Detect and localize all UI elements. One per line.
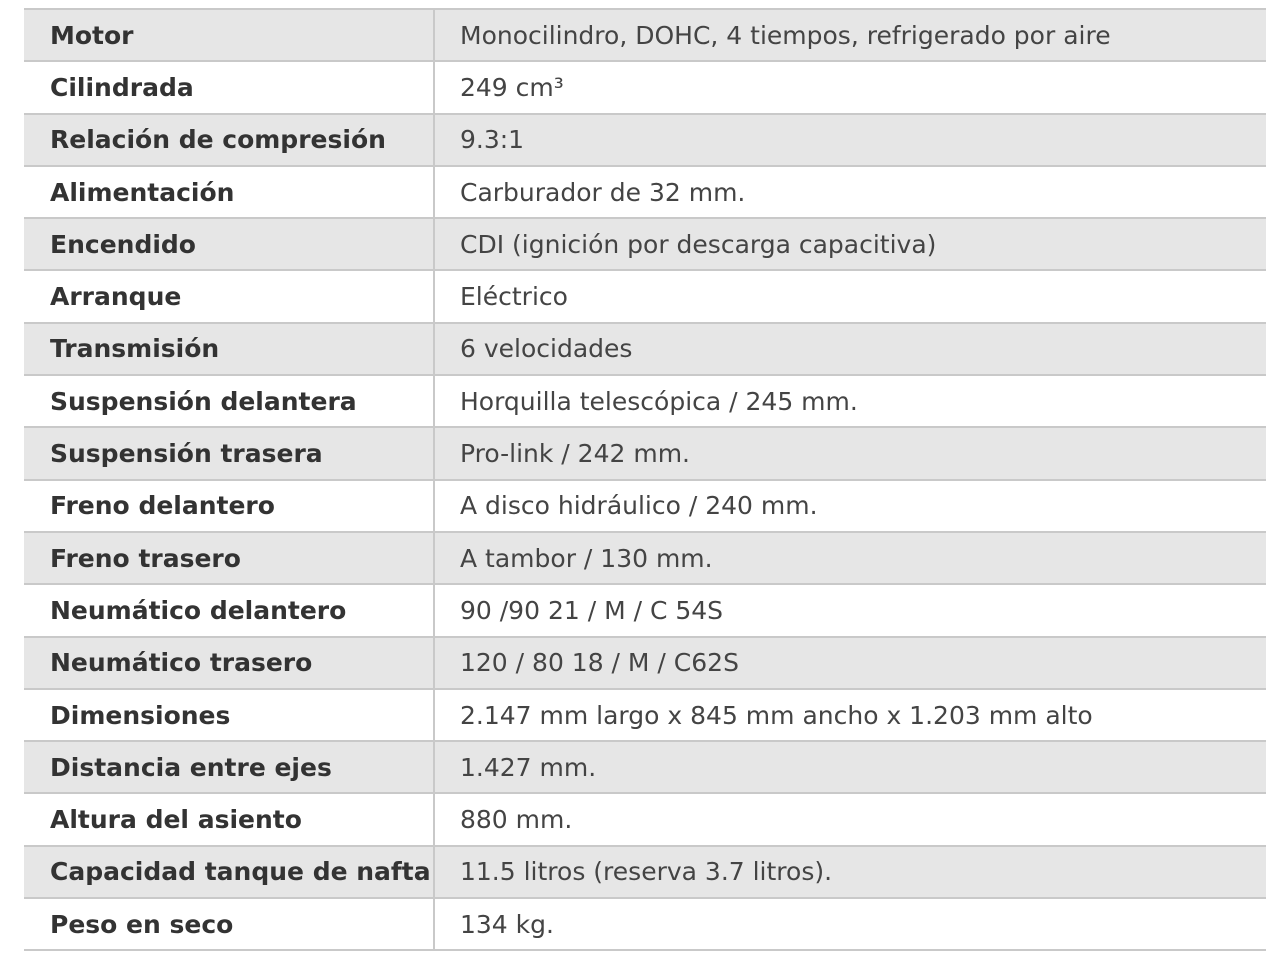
spec-label: Dimensiones [24, 689, 434, 741]
spec-label: Altura del asiento [24, 793, 434, 845]
spec-value: 120 / 80 18 / M / C62S [434, 637, 1266, 689]
spec-label: Alimentación [24, 166, 434, 218]
spec-value: 9.3:1 [434, 114, 1266, 166]
spec-label: Suspensión trasera [24, 427, 434, 479]
spec-label: Freno trasero [24, 532, 434, 584]
spec-value: 1.427 mm. [434, 741, 1266, 793]
spec-value: 90 /90 21 / M / C 54S [434, 584, 1266, 636]
spec-label: Arranque [24, 270, 434, 322]
spec-value: Carburador de 32 mm. [434, 166, 1266, 218]
spec-label: Encendido [24, 218, 434, 270]
table-row [24, 637, 1266, 689]
spec-label: Distancia entre ejes [24, 741, 434, 793]
spec-label: Suspensión delantera [24, 375, 434, 427]
spec-value: Horquilla telescópica / 245 mm. [434, 375, 1266, 427]
table-row [24, 323, 1266, 375]
table-row [24, 793, 1266, 845]
spec-label: Motor [24, 9, 434, 61]
table-row [24, 689, 1266, 741]
table-row [24, 9, 1266, 61]
table-row [24, 61, 1266, 113]
spec-value: 249 cm³ [434, 61, 1266, 113]
spec-label: Transmisión [24, 323, 434, 375]
spec-value: 880 mm. [434, 793, 1266, 845]
spec-value: A tambor / 130 mm. [434, 532, 1266, 584]
table-row [24, 741, 1266, 793]
spec-value: Eléctrico [434, 270, 1266, 322]
spec-label: Peso en seco [24, 898, 434, 950]
table-row [24, 898, 1266, 950]
table-row [24, 584, 1266, 636]
spec-value: 6 velocidades [434, 323, 1266, 375]
spec-value: 2.147 mm largo x 845 mm ancho x 1.203 mm alto [434, 689, 1266, 741]
table-row [24, 375, 1266, 427]
spec-value: 11.5 litros (reserva 3.7 litros). [434, 846, 1266, 898]
specifications-table [24, 8, 1266, 951]
table-row [24, 114, 1266, 166]
table-row [24, 532, 1266, 584]
table-row [24, 480, 1266, 532]
specifications-table-body [24, 9, 1266, 950]
spec-label: Neumático delantero [24, 584, 434, 636]
table-row [24, 166, 1266, 218]
table-row [24, 427, 1266, 479]
spec-value: Pro-link / 242 mm. [434, 427, 1266, 479]
spec-value: Monocilindro, DOHC, 4 tiempos, refrigerado por aire [434, 9, 1266, 61]
spec-value: 134 kg. [434, 898, 1266, 950]
spec-label: Cilindrada [24, 61, 434, 113]
table-row [24, 270, 1266, 322]
spec-value: CDI (ignición por descarga capacitiva) [434, 218, 1266, 270]
spec-value: A disco hidráulico / 240 mm. [434, 480, 1266, 532]
spec-label: Freno delantero [24, 480, 434, 532]
table-row [24, 218, 1266, 270]
table-row [24, 846, 1266, 898]
spec-label: Relación de compresión [24, 114, 434, 166]
spec-label: Neumático trasero [24, 637, 434, 689]
spec-label: Capacidad tanque de nafta [24, 846, 434, 898]
